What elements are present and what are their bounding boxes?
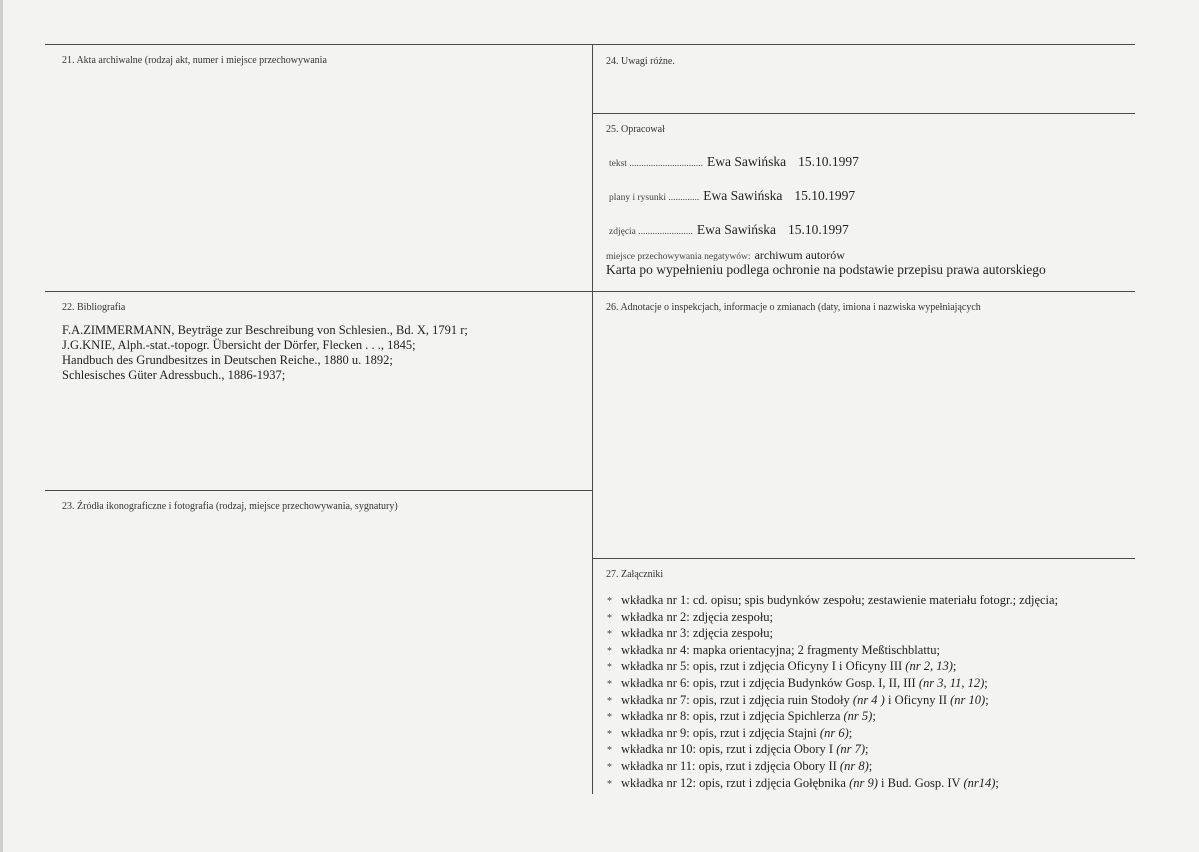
bibliography-line: F.A.ZIMMERMANN, Beyträge zur Beschreibung von Schlesien., Bd. X, 1791 r;: [62, 323, 468, 337]
list-item: * wkładka nr 2: zdjęcia zespołu;: [607, 610, 1058, 627]
bullet-icon: *: [607, 678, 612, 690]
list-item: * wkładka nr 6: opis, rzut i zdjęcia Budynków Gosp. I, II, III (nr 3, 11, 12);: [607, 676, 1058, 693]
author-date: 15.10.1997: [798, 154, 859, 169]
section-23-label: 23. Źródła ikonograficzne i fotografia (rodzaj, miejsce przechowywania, sygnatury): [62, 501, 398, 512]
negatives-value: archiwum autorów: [754, 248, 845, 262]
field-label: zdjęcia .......................: [609, 227, 693, 237]
bullet-icon: *: [607, 662, 612, 674]
rule-22-23: [45, 490, 592, 491]
negatives-label: miejsce przechowywania negatywów:: [606, 252, 751, 262]
bullet-icon: *: [607, 778, 612, 790]
bullet-icon: *: [607, 645, 612, 657]
section-27-label: 27. Załączniki: [606, 569, 664, 580]
bullet-icon: *: [607, 761, 612, 773]
author-row-photos: [609, 221, 849, 239]
section-24-label: 24. Uwagi różne.: [606, 56, 675, 67]
list-item: * wkładka nr 3: zdjęcia zespołu;: [607, 626, 1058, 643]
list-item: * wkładka nr 9: opis, rzut i zdjęcia Stajni (nr 6);: [607, 726, 1058, 743]
bullet-icon: *: [607, 728, 612, 740]
center-divider: [592, 44, 593, 794]
list-item: * wkładka nr 12: opis, rzut i zdjęcia Gołębnika (nr 9) i Bud. Gosp. IV (nr14);: [607, 776, 1058, 793]
list-item: * wkładka nr 5: opis, rzut i zdjęcia Oficyny I i Oficyny III (nr 2, 13);: [607, 659, 1058, 676]
bibliography-line: J.G.KNIE, Alph.-stat.-topogr. Übersicht der Dörfer, Flecken . . ., 1845;: [62, 338, 416, 352]
author-date: 15.10.1997: [788, 222, 849, 237]
rule-24-25: [592, 113, 1135, 114]
list-item: * wkładka nr 8: opis, rzut i zdjęcia Spichlerza (nr 5);: [607, 709, 1058, 726]
section-26-label: 26. Adnotacje o inspekcjach, informacje o zmianach (daty, imiona i nazwiska wypełniających: [606, 302, 981, 313]
rule-26-27: [592, 558, 1135, 559]
section-25-label: 25. Opracował: [606, 124, 665, 135]
bullet-icon: *: [607, 629, 612, 641]
list-item: * wkładka nr 1: cd. opisu; spis budynków zespołu; zestawienie materiału fotogr.; zdjęcia;: [607, 593, 1058, 610]
copyright-note: Karta po wypełnieniu podlega ochronie na podstawie przepisu prawa autorskiego: [606, 262, 1046, 277]
author-row-plans: [609, 187, 855, 205]
list-item: * wkładka nr 7: opis, rzut i zdjęcia ruin Stodoły (nr 4 ) i Oficyny II (nr 10);: [607, 693, 1058, 710]
field-label: plany i rysunki .............: [609, 193, 700, 203]
attachments-list: [607, 593, 1058, 792]
author-name: Ewa Sawińska: [703, 188, 783, 203]
bullet-icon: *: [607, 712, 612, 724]
bullet-icon: *: [607, 695, 612, 707]
bullet-icon: *: [607, 745, 612, 757]
author-name: Ewa Sawińska: [696, 222, 777, 237]
rule-mid: [45, 291, 1135, 292]
bibliography-line: Handbuch des Grundbesitzes in Deutschen Reiche., 1880 u. 1892;: [62, 353, 393, 367]
section-22-label: 22. Bibliografia: [62, 302, 126, 313]
list-item: * wkładka nr 10: opis, rzut i zdjęcia Obory I (nr 7);: [607, 742, 1058, 759]
bullet-icon: *: [607, 612, 612, 624]
bullet-icon: *: [607, 596, 612, 607]
section-21-label: 21. Akta archiwalne (rodzaj akt, numer i miejsce przechowywania: [62, 55, 327, 66]
field-label: tekst ...............................: [609, 159, 703, 169]
bibliography-line: Schlesisches Güter Adressbuch., 1886-1937;: [62, 368, 286, 382]
author-date: 15.10.1997: [794, 188, 856, 203]
author-row-text: [609, 153, 859, 171]
list-item: * wkładka nr 4: mapka orientacyjna; 2 fragmenty Meßtischblattu;: [607, 643, 1058, 660]
author-name: Ewa Sawińska: [706, 154, 787, 169]
list-item: * wkładka nr 11: opis, rzut i zdjęcia Obory II (nr 8);: [607, 759, 1058, 776]
top-rule: [45, 44, 1135, 45]
